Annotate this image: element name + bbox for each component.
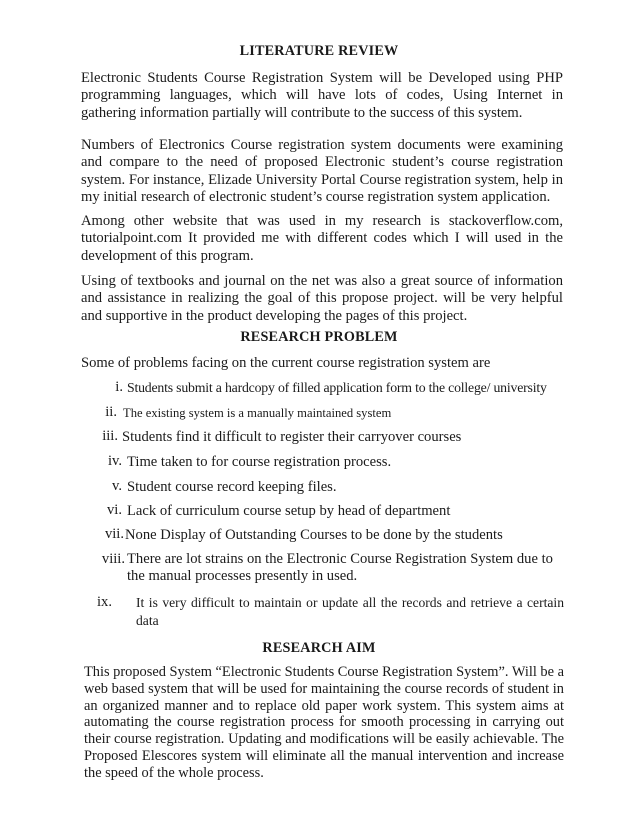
list-item-text: Students submit a hardcopy of filled application form to the college/ university — [127, 380, 547, 395]
list-item-number: i. — [115, 379, 123, 395]
literature-paragraph-4: Using of textbooks and journal on the net was also a great source of information and assistance in realizing the goal of this propose project. will be very helpful and supportive in the product developing the pages of this project. — [81, 273, 563, 324]
list-item-text: Student course record keeping files. — [127, 479, 337, 495]
literature-paragraph-3: Among other website that was used in my research is stackoverflow.com, tutorialpoint.com It provided me with different codes which I will used in the development of this program. — [81, 213, 563, 264]
list-item-number: v. — [112, 478, 122, 494]
literature-paragraph-2: Numbers of Electronics Course registration system documents were examining and compare to the need of proposed Electronic student’s course registration system. For instance, Elizade University Portal Course registration system, help in my initial research of electronic student’s course registration system application. — [81, 137, 563, 205]
literature-paragraph-1: Electronic Students Course Registration System will be Developed using PHP programming languages, which will have lots of codes, Using Internet in gathering information partially will contribute to the success of this system. — [81, 70, 563, 121]
list-item-text: Time taken to for course registration process. — [127, 454, 392, 470]
list-item-number: vi. — [107, 502, 122, 518]
list-item-number: viii. — [101, 551, 125, 567]
research-problem-heading: RESEARCH PROBLEM — [240, 329, 398, 345]
research-problem-intro: Some of problems facing on the current course registration system are — [81, 355, 491, 371]
list-item-number: vii. — [104, 526, 124, 542]
research-aim-paragraph: This proposed System “Electronic Students Course Registration System”. Will be a web based system that will be used for maintaining the course records of student in an organized manner and to replace old paper work system. This system aims at automating the course registration process for smooth processing in carrying out their course registration. Updating and modifications will be easily achievable. The Proposed Elescores system will eliminate all the manual intervention and increase the speed of the whole process. — [84, 664, 564, 781]
research-aim-heading: RESEARCH AIM — [262, 640, 376, 656]
list-item-text: The existing system is a manually maintained system — [123, 406, 392, 420]
list-item-number: iii. — [102, 428, 118, 444]
literature-review-heading: LITERATURE REVIEW — [239, 43, 399, 59]
list-item-text: Students find it difficult to register their carryover courses — [122, 429, 462, 445]
list-item-text: None Display of Outstanding Courses to be done by the students — [125, 527, 503, 543]
list-item-text: There are lot strains on the Electronic Course Registration System due to the manual processes presently in used. — [127, 551, 553, 584]
list-item-number: ix. — [97, 594, 112, 610]
list-item-text: It is very difficult to maintain or update all the records and retrieve a certain data — [136, 595, 564, 628]
list-item-number: iv. — [107, 453, 122, 469]
list-item-number: ii. — [105, 404, 117, 420]
list-item-text: Lack of curriculum course setup by head of department — [127, 503, 451, 519]
